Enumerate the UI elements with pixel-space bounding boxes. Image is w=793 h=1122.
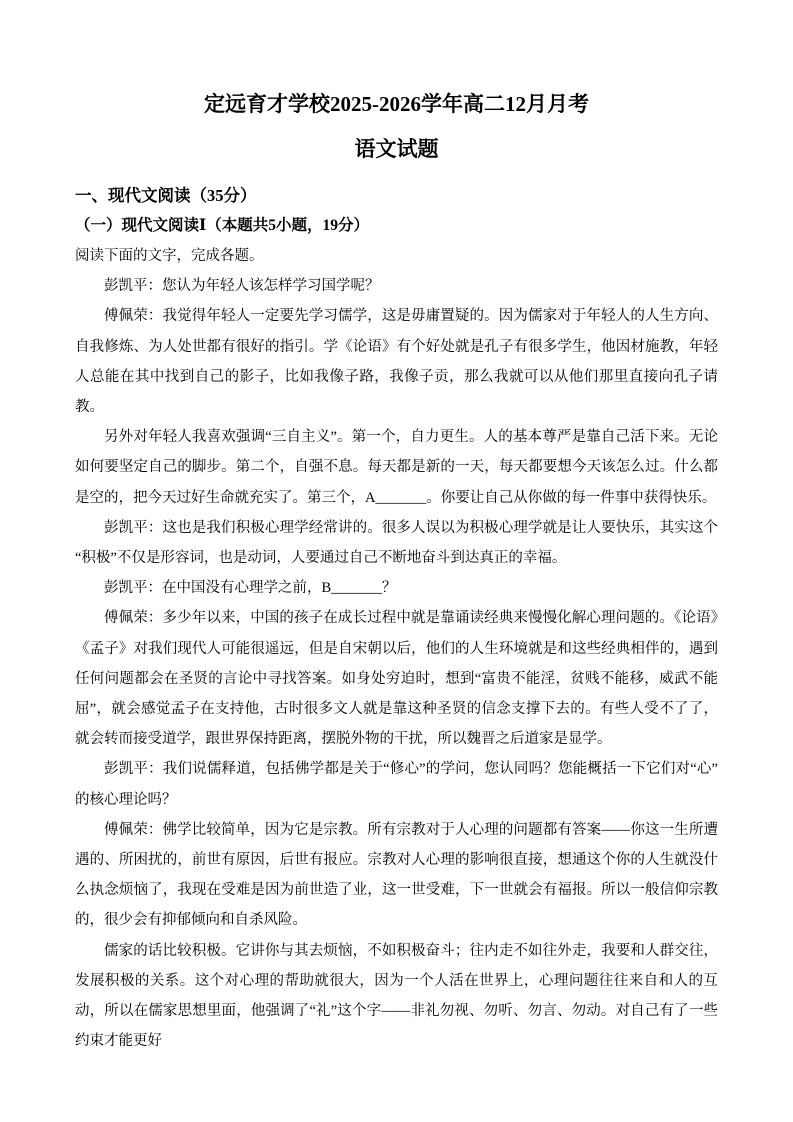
document-title: 定远育才学校2025-2026学年高二12月月考 <box>204 92 589 116</box>
section-heading: 一、现代文阅读（35分） <box>75 186 257 205</box>
dialogue-paragraph: 傅佩荣：佛学比较简单，因为它是宗教。所有宗教对于人心理的问题都有答案——你这一生所遭遇的、所困扰的，前世有原因，后世有报应。宗教对人心理的影响很直接，想通这个你的人生就没什么执念烦恼了，我现在受难是因为前世造了业，这一世受难，下一世就会有福报。所以一般信仰宗教的，很少会有抑郁倾向和自杀风险。 <box>75 821 718 929</box>
dialogue-paragraph: 傅佩荣：多少年以来，中国的孩子在成长过程中就是靠诵读经典来慢慢化解心理问题的。《论语》《孟子》对我们现代人可能很遥远，但是自宋朝以后，他们的人生环境就是和这些经典相伴的，遇到任何问题都会在圣贤的言论中寻找答案。如身处穷迫时，想到“富贵不能淫，贫贱不能移，威武不能屈”，就会感觉孟子在支持他，古时很多文人就是靠这种圣贤的信念支撑下去的。有些人受不了了，就会转而接受道学，跟世界保持距离，摆脱外物的干扰，所以魏晋之后道家是显学。 <box>75 610 718 748</box>
subsection-heading: （一）现代文阅读Ⅰ（本题共5小题，19分） <box>75 217 370 234</box>
document-subtitle: 语文试题 <box>354 137 439 161</box>
dialogue-paragraph: 傅佩荣：我觉得年轻人一定要先学习儒学，这是毋庸置疑的。因为儒家对于年轻人的人生方向、自我修炼、为人处世都有很好的指引。学《论语》有个好处就是孔子有很多学生，他因材施教，年轻人总能在其中找到自己的影子，比如我像子路，我像子贡，那么我就可以从他们那里直接向孔子请教。 <box>75 308 718 416</box>
dialogue-paragraph: 彭凯平：在中国没有心理学之前，B_______？ <box>104 580 397 597</box>
dialogue-paragraph: 另外对年轻人我喜欢强调“三自主义”。第一个，自力更生。人的基本尊严是靠自己活下来。无论如何要坚定自己的脚步。第二个，自强不息。每天都是新的一天，每天都要想今天该怎么过。什么都是空的，把今天过好生命就充实了。第三个，A_______。你要让自己从你做的每一件事中获得快乐。 <box>75 429 718 506</box>
dialogue-paragraph: 彭凯平：您认为年轻人该怎样学习国学呢？ <box>104 278 380 295</box>
instruction-text: 阅读下面的文字，完成各题。 <box>75 248 264 264</box>
dialogue-paragraph: 儒家的话比较积极。它讲你与其去烦恼，不如积极奋斗；往内走不如往外走，我要和人群交往，发展积极的关系。这个对心理的帮助就很大，因为一个人活在世界上，心理问题往往来自和人的互动，所以在儒家思想里面，他强调了“礼”这个字——非礼勿视、勿听、勿言、勿动。对自己有了一些约束才能更好 <box>75 942 718 1050</box>
dialogue-paragraph: 彭凯平：我们说儒释道，包括佛学都是关于“修心”的学问，您认同吗？您能概括一下它们对“心”的核心理论吗？ <box>75 761 718 808</box>
dialogue-paragraph: 彭凯平：这也是我们积极心理学经常讲的。很多人误以为积极心理学就是让人要快乐，其实这个“积极”不仅是形容词，也是动词，人要通过自己不断地奋斗到达真正的幸福。 <box>75 519 718 567</box>
